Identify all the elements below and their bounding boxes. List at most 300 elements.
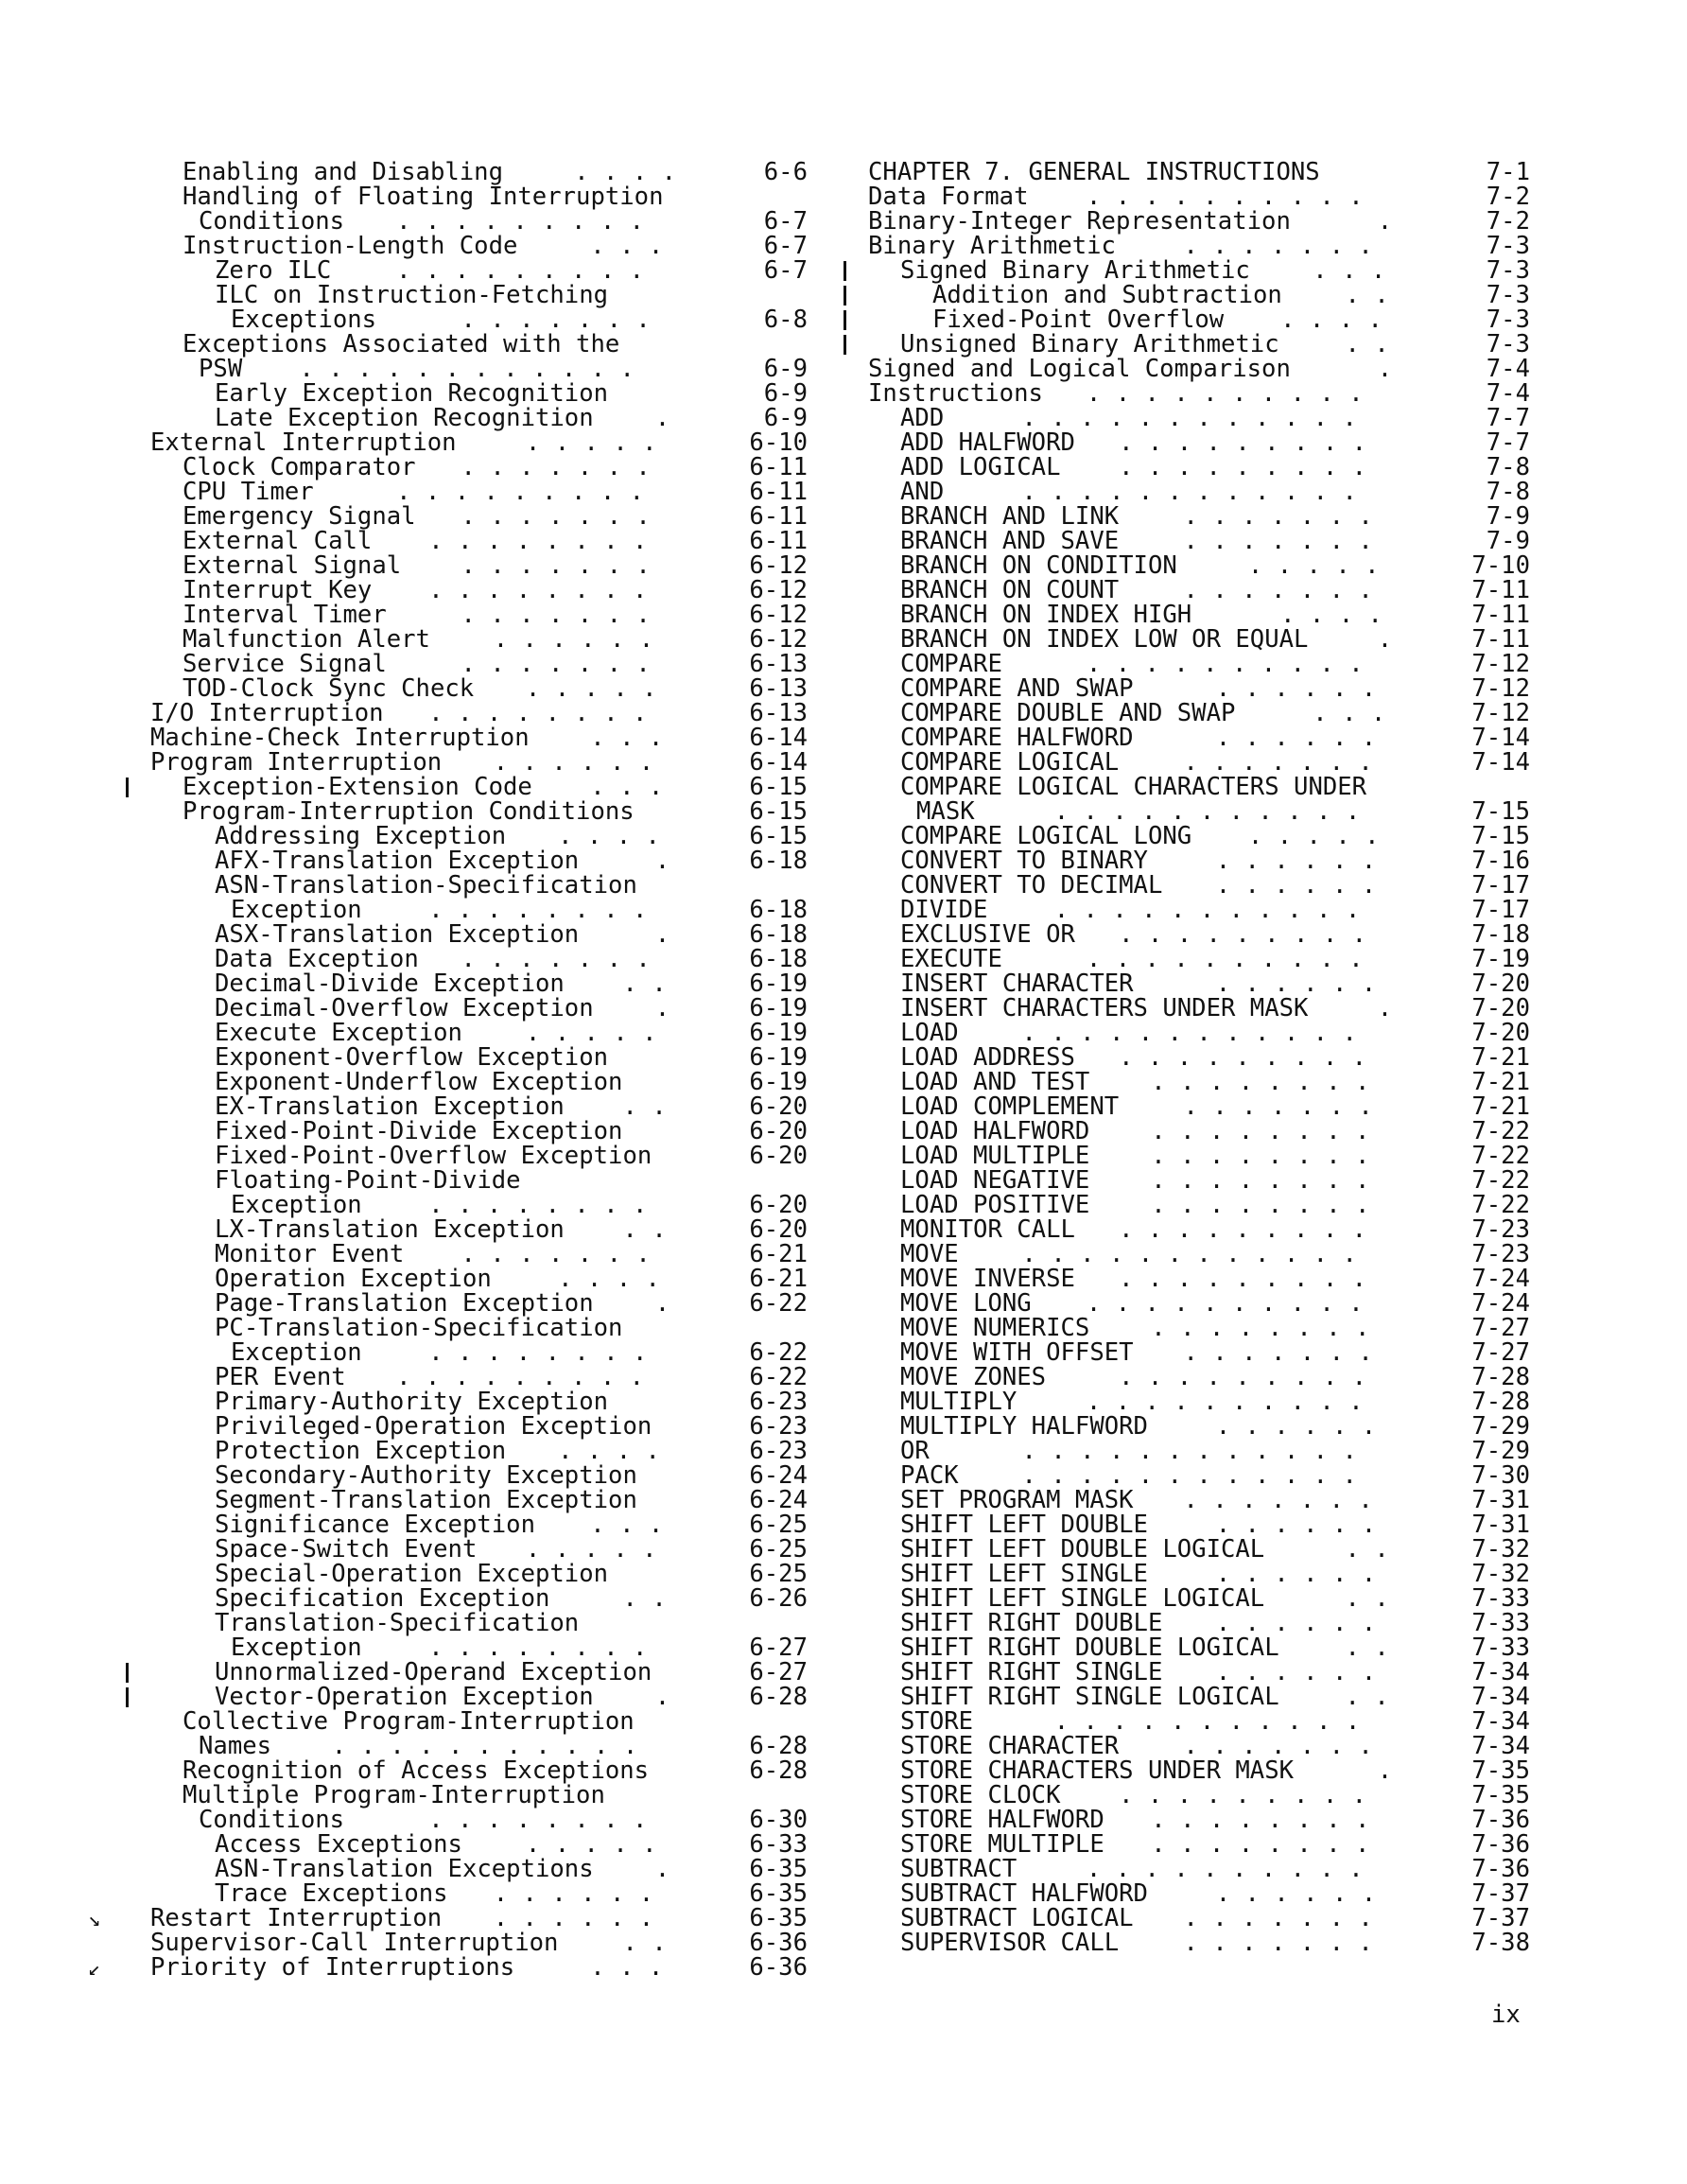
left-toc-entry[interactable] bbox=[150, 578, 808, 603]
left-toc-entry[interactable] bbox=[150, 1635, 808, 1660]
toc-entry-title: MULTIPLY HALFWORD bbox=[900, 1412, 1148, 1441]
left-toc-entry[interactable] bbox=[150, 553, 808, 578]
toc-entry-title: SHIFT RIGHT DOUBLE LOGICAL bbox=[900, 1634, 1279, 1662]
dot-leader: . . bbox=[622, 1215, 667, 1244]
left-toc-entry[interactable] bbox=[150, 1217, 808, 1242]
left-toc-entry[interactable] bbox=[150, 1242, 808, 1267]
dot-leader: . . . . . . . bbox=[461, 650, 651, 678]
dot-leader: . . . . . . bbox=[1215, 1412, 1377, 1441]
toc-entry-page: 7-4 bbox=[1486, 379, 1530, 408]
right-toc-entry[interactable] bbox=[868, 701, 1530, 725]
toc-entry-title: STORE CHARACTERS UNDER MASK bbox=[900, 1756, 1295, 1785]
left-toc-entry[interactable] bbox=[150, 504, 808, 529]
revision-bar bbox=[126, 778, 129, 797]
right-toc-entry[interactable] bbox=[868, 1758, 1530, 1783]
toc-entry-page: 6-36 bbox=[749, 1929, 808, 1957]
toc-entry-title: BRANCH ON COUNT bbox=[900, 576, 1120, 604]
left-toc-entry[interactable] bbox=[150, 603, 808, 627]
right-toc-entry[interactable] bbox=[868, 1340, 1530, 1365]
toc-entry-page: 7-15 bbox=[1471, 822, 1530, 850]
toc-entry-page: 6-20 bbox=[749, 1191, 808, 1219]
right-toc-entry[interactable] bbox=[868, 1414, 1530, 1439]
toc-entry-title: EXECUTE bbox=[900, 945, 1002, 973]
left-toc-entry[interactable] bbox=[150, 750, 808, 775]
right-toc-entry[interactable] bbox=[868, 775, 1530, 799]
left-toc-entry[interactable] bbox=[150, 1512, 808, 1537]
right-toc-entry[interactable] bbox=[868, 1709, 1530, 1734]
right-toc-entry[interactable] bbox=[868, 1365, 1530, 1389]
toc-entry-title: Primary-Authority Exception bbox=[215, 1388, 609, 1416]
left-toc-entry[interactable] bbox=[150, 184, 808, 209]
toc-entry-title: Multiple Program-Interruption bbox=[183, 1781, 605, 1809]
toc-entry-title: INSERT CHARACTERS UNDER MASK bbox=[900, 994, 1309, 1022]
dot-leader: . . bbox=[1345, 1584, 1389, 1613]
right-toc-entry[interactable] bbox=[868, 1808, 1530, 1832]
toc-entry-title: Conditions bbox=[199, 1806, 345, 1834]
right-toc-entry[interactable] bbox=[868, 406, 1530, 430]
left-toc-entry[interactable] bbox=[150, 1931, 808, 1955]
toc-entry-page: 6-24 bbox=[749, 1486, 808, 1514]
toc-entry-title: PC-Translation-Specification bbox=[215, 1314, 623, 1342]
right-toc-entry[interactable] bbox=[868, 160, 1530, 184]
toc-entry-page: 7-7 bbox=[1486, 404, 1530, 432]
toc-entry-title: COMPARE DOUBLE AND SWAP bbox=[900, 699, 1236, 727]
dot-leader: . bbox=[1377, 1756, 1393, 1785]
toc-entry-page: 7-37 bbox=[1471, 1904, 1530, 1932]
toc-entry-page: 6-19 bbox=[749, 1043, 808, 1072]
left-toc-entry[interactable] bbox=[150, 947, 808, 971]
dot-leader: . . . . . . . . bbox=[428, 1338, 648, 1367]
toc-entry-page: 6-25 bbox=[749, 1560, 808, 1588]
right-toc-entry[interactable] bbox=[868, 1144, 1530, 1168]
toc-entry-title: Page-Translation Exception bbox=[215, 1289, 594, 1318]
toc-entry-page: 7-3 bbox=[1486, 281, 1530, 309]
dot-leader: . . . . . . bbox=[1215, 1658, 1377, 1686]
dot-leader: . . . . . . . . . bbox=[396, 207, 645, 236]
dot-leader: . . . . . . . bbox=[1183, 1904, 1373, 1932]
right-toc-entry[interactable] bbox=[868, 209, 1530, 234]
toc-entry-page: 7-32 bbox=[1471, 1560, 1530, 1588]
toc-entry-page: 6-9 bbox=[763, 379, 808, 408]
left-toc-entry[interactable] bbox=[150, 873, 808, 898]
dot-leader: . . . . . . . . bbox=[428, 896, 648, 924]
toc-entry-title: SHIFT RIGHT DOUBLE bbox=[900, 1609, 1163, 1637]
right-toc-entry[interactable] bbox=[868, 504, 1530, 529]
dot-leader: . . . . . . . . . . bbox=[1086, 945, 1364, 973]
left-toc-entry[interactable] bbox=[150, 234, 808, 258]
left-toc-entry[interactable] bbox=[150, 1832, 808, 1857]
toc-entry-page: 6-28 bbox=[749, 1683, 808, 1711]
left-toc-entry[interactable] bbox=[150, 1611, 808, 1635]
toc-entry-page: 6-28 bbox=[749, 1756, 808, 1785]
dot-leader: . . . . . . bbox=[1215, 674, 1377, 703]
right-toc-entry[interactable] bbox=[868, 652, 1530, 676]
right-toc-entry[interactable] bbox=[868, 922, 1530, 947]
toc-entry-title: SUBTRACT LOGICAL bbox=[900, 1904, 1134, 1932]
right-toc-entry[interactable] bbox=[868, 480, 1530, 504]
left-toc-entry[interactable] bbox=[150, 480, 808, 504]
right-toc-entry[interactable] bbox=[868, 1291, 1530, 1316]
left-toc-entry[interactable] bbox=[150, 701, 808, 725]
toc-entry-title: Fixed-Point-Divide Exception bbox=[215, 1117, 623, 1145]
right-toc-entry[interactable] bbox=[868, 332, 1530, 357]
right-toc-entry[interactable] bbox=[868, 750, 1530, 775]
left-toc-entry[interactable] bbox=[150, 1045, 808, 1070]
left-toc-entry[interactable] bbox=[150, 1537, 808, 1562]
toc-entry-page: 6-23 bbox=[749, 1437, 808, 1465]
right-toc-entry[interactable] bbox=[868, 1857, 1530, 1881]
toc-entry-title: STORE CLOCK bbox=[900, 1781, 1061, 1809]
right-toc-entry[interactable] bbox=[868, 1611, 1530, 1635]
left-toc-entry[interactable] bbox=[150, 1316, 808, 1340]
left-toc-entry[interactable] bbox=[150, 357, 808, 381]
right-toc-entry[interactable] bbox=[868, 1635, 1530, 1660]
toc-entry-page: 7-27 bbox=[1471, 1338, 1530, 1367]
right-toc-entry[interactable] bbox=[868, 824, 1530, 848]
right-toc-entry[interactable] bbox=[868, 947, 1530, 971]
dot-leader: . bbox=[654, 404, 670, 432]
dot-leader: . . . . bbox=[558, 1437, 660, 1465]
left-toc-entry[interactable] bbox=[150, 799, 808, 824]
left-toc-entry[interactable] bbox=[150, 848, 808, 873]
toc-entry-title: MOVE LONG bbox=[900, 1289, 1032, 1318]
toc-entry-page: 7-17 bbox=[1471, 871, 1530, 900]
toc-entry-page: 7-34 bbox=[1471, 1707, 1530, 1736]
right-toc-entry[interactable] bbox=[868, 578, 1530, 603]
toc-entry-title: Restart Interruption bbox=[150, 1904, 443, 1932]
toc-entry-title: Supervisor-Call Interruption bbox=[150, 1929, 559, 1957]
left-toc-entry[interactable] bbox=[150, 1070, 808, 1094]
left-toc-entry[interactable] bbox=[150, 1562, 808, 1586]
right-toc-entry[interactable] bbox=[868, 971, 1530, 996]
left-toc-entry[interactable] bbox=[150, 1094, 808, 1119]
right-toc-entry[interactable] bbox=[868, 1193, 1530, 1217]
left-toc-entry[interactable] bbox=[150, 922, 808, 947]
dot-leader: . . . . . . . . . bbox=[1119, 1265, 1367, 1293]
left-toc-entry[interactable] bbox=[150, 824, 808, 848]
revision-bar bbox=[844, 310, 846, 330]
toc-entry-title: MASK bbox=[916, 797, 975, 826]
toc-entry-title: Collective Program-Interruption bbox=[183, 1707, 635, 1736]
toc-entry-page: 6-22 bbox=[749, 1363, 808, 1391]
toc-entry-title: Emergency Signal bbox=[183, 502, 416, 531]
right-toc-entry[interactable] bbox=[868, 1045, 1530, 1070]
left-toc-entry[interactable] bbox=[150, 406, 808, 430]
left-toc-entry[interactable] bbox=[150, 529, 808, 553]
right-toc-entry[interactable] bbox=[868, 283, 1530, 307]
toc-entry-title: PACK bbox=[900, 1461, 959, 1490]
dot-leader: . . . . . . bbox=[1215, 871, 1377, 900]
toc-entry-page: 6-27 bbox=[749, 1658, 808, 1686]
left-toc-entry[interactable] bbox=[150, 307, 808, 332]
dot-leader: . . . . . . . . . bbox=[1119, 1215, 1367, 1244]
toc-entry-page: 7-33 bbox=[1471, 1634, 1530, 1662]
toc-entry-page: 6-6 bbox=[763, 158, 808, 186]
right-toc-entry[interactable] bbox=[868, 1267, 1530, 1291]
right-toc-entry[interactable] bbox=[868, 381, 1530, 406]
toc-entry-title: Significance Exception bbox=[215, 1511, 535, 1539]
right-toc-entry[interactable] bbox=[868, 1512, 1530, 1537]
toc-entry-page: 7-21 bbox=[1471, 1068, 1530, 1096]
left-toc-entry[interactable] bbox=[150, 971, 808, 996]
dot-leader: . . . . . . . . . bbox=[1119, 428, 1367, 457]
toc-entry-page: 7-34 bbox=[1471, 1683, 1530, 1711]
right-toc-entry[interactable] bbox=[868, 873, 1530, 898]
left-toc-entry[interactable] bbox=[150, 160, 808, 184]
toc-entry-page: 6-11 bbox=[749, 502, 808, 531]
right-toc-entry[interactable] bbox=[868, 553, 1530, 578]
toc-entry-page: 6-25 bbox=[749, 1535, 808, 1564]
toc-entry-title: Conditions bbox=[199, 207, 345, 236]
left-toc-entry[interactable] bbox=[150, 1685, 808, 1709]
left-toc-entry[interactable] bbox=[88, 1953, 808, 1982]
toc-entry-page: 7-34 bbox=[1471, 1732, 1530, 1760]
right-toc-entry[interactable] bbox=[868, 1931, 1530, 1955]
toc-entry-title: Floating-Point-Divide bbox=[215, 1166, 521, 1195]
toc-entry-page: 6-19 bbox=[749, 1068, 808, 1096]
right-toc-entry[interactable] bbox=[868, 1586, 1530, 1611]
left-toc-entry[interactable] bbox=[150, 1709, 808, 1734]
left-toc-entry[interactable] bbox=[150, 1267, 808, 1291]
left-toc-entry[interactable] bbox=[150, 775, 808, 799]
left-toc-entry[interactable] bbox=[150, 258, 808, 283]
dot-leader: . . . . . . . . . . . . bbox=[1021, 404, 1357, 432]
left-toc-entry[interactable] bbox=[150, 1119, 808, 1144]
dot-leader: . . . . . . . . bbox=[1151, 1142, 1370, 1170]
toc-entry-page: 7-24 bbox=[1471, 1289, 1530, 1318]
toc-entry-page: 6-21 bbox=[749, 1265, 808, 1293]
toc-entry-title: MOVE NUMERICS bbox=[900, 1314, 1090, 1342]
left-toc-entry[interactable] bbox=[150, 898, 808, 922]
left-toc-entry[interactable] bbox=[150, 1021, 808, 1045]
toc-entry-title: TOD-Clock Sync Check bbox=[183, 674, 475, 703]
right-toc-entry[interactable] bbox=[868, 848, 1530, 873]
right-toc-entry[interactable] bbox=[868, 996, 1530, 1021]
dot-leader: . . . . . . . . . bbox=[1119, 1363, 1367, 1391]
toc-entry-title: External Call bbox=[183, 527, 373, 555]
left-toc-entry[interactable] bbox=[150, 676, 808, 701]
toc-entry-title: Exception-Extension Code bbox=[183, 773, 532, 801]
right-toc-entry[interactable] bbox=[868, 1463, 1530, 1488]
toc-entry-page: 6-7 bbox=[763, 207, 808, 236]
toc-entry-title: COMPARE LOGICAL bbox=[900, 748, 1120, 777]
toc-entry-title: Data Format bbox=[868, 183, 1029, 211]
toc-entry-title: AFX-Translation Exception bbox=[215, 847, 580, 875]
toc-entry-page: 6-9 bbox=[763, 355, 808, 383]
right-toc-entry[interactable] bbox=[868, 1168, 1530, 1193]
right-toc-entry[interactable] bbox=[868, 1562, 1530, 1586]
toc-entry-title: Special-Operation Exception bbox=[215, 1560, 609, 1588]
right-toc-entry[interactable] bbox=[868, 1070, 1530, 1094]
dot-leader: . . . . . . . bbox=[1183, 502, 1373, 531]
dot-leader: . . . . . . . . . bbox=[396, 1363, 645, 1391]
toc-entry-title: Program Interruption bbox=[150, 748, 443, 777]
toc-entry-title: Late Exception Recognition bbox=[215, 404, 594, 432]
toc-left-column bbox=[88, 158, 808, 1982]
toc-entry-page: 6-35 bbox=[749, 1855, 808, 1883]
left-toc-entry[interactable] bbox=[150, 1881, 808, 1906]
right-toc-entry[interactable] bbox=[868, 1094, 1530, 1119]
left-toc-entry[interactable] bbox=[150, 1365, 808, 1389]
dot-leader: . . . . . . . . . . . bbox=[331, 1732, 638, 1760]
toc-entry-title: Decimal-Overflow Exception bbox=[215, 994, 594, 1022]
right-toc-entry[interactable] bbox=[868, 1783, 1530, 1808]
left-toc-entry[interactable] bbox=[150, 1783, 808, 1808]
left-toc-entry[interactable] bbox=[150, 209, 808, 234]
left-toc-entry[interactable] bbox=[150, 1857, 808, 1881]
toc-entry-page: 7-12 bbox=[1471, 699, 1530, 727]
right-toc-entry[interactable] bbox=[868, 430, 1530, 455]
dot-leader: . . . . . . . . bbox=[428, 1634, 648, 1662]
toc-entry-title: Monitor Event bbox=[215, 1240, 405, 1268]
dot-leader: . . . . bbox=[558, 822, 660, 850]
left-toc-entry[interactable] bbox=[150, 1586, 808, 1611]
right-toc-entry[interactable] bbox=[868, 234, 1530, 258]
left-toc-entry[interactable] bbox=[150, 1168, 808, 1193]
right-toc-entry[interactable] bbox=[868, 1881, 1530, 1906]
left-toc-entry[interactable] bbox=[150, 1291, 808, 1316]
right-toc-entry[interactable] bbox=[868, 1906, 1530, 1931]
dot-leader: . bbox=[654, 1683, 670, 1711]
left-toc-entry[interactable] bbox=[150, 1389, 808, 1414]
toc-entry-page: 6-30 bbox=[749, 1806, 808, 1834]
left-toc-entry[interactable] bbox=[150, 332, 808, 357]
dot-leader: . bbox=[1377, 625, 1393, 654]
toc-entry-page: 6-18 bbox=[749, 896, 808, 924]
toc-entry-page: 7-35 bbox=[1471, 1756, 1530, 1785]
left-toc-entry[interactable] bbox=[150, 1414, 808, 1439]
left-toc-entry[interactable] bbox=[150, 1144, 808, 1168]
toc-entry-title: External Signal bbox=[183, 551, 402, 580]
dot-leader: . bbox=[654, 994, 670, 1022]
left-toc-entry[interactable] bbox=[150, 1340, 808, 1365]
left-toc-entry[interactable] bbox=[150, 996, 808, 1021]
left-toc-entry[interactable] bbox=[150, 1463, 808, 1488]
dot-leader: . . . . . bbox=[525, 1019, 657, 1047]
toc-entry-page: 7-22 bbox=[1471, 1142, 1530, 1170]
right-toc-entry[interactable] bbox=[868, 1660, 1530, 1685]
left-toc-entry[interactable] bbox=[88, 1904, 808, 1932]
toc-entry-title: COMPARE LOGICAL CHARACTERS UNDER bbox=[900, 773, 1367, 801]
toc-entry-title: COMPARE HALFWORD bbox=[900, 724, 1134, 752]
toc-entry-page: 6-7 bbox=[763, 256, 808, 285]
right-toc-entry[interactable] bbox=[868, 455, 1530, 480]
toc-entry-title: ASX-Translation Exception bbox=[215, 920, 580, 949]
left-toc-entry[interactable] bbox=[150, 1758, 808, 1783]
dot-leader: . . . . . bbox=[525, 1830, 657, 1859]
toc-entry-page: 6-12 bbox=[749, 625, 808, 654]
left-toc-entry[interactable] bbox=[150, 1808, 808, 1832]
dot-leader: . . . . . . bbox=[493, 748, 654, 777]
toc-entry-page: 7-31 bbox=[1471, 1486, 1530, 1514]
left-toc-entry[interactable] bbox=[150, 1439, 808, 1463]
toc-entry-title: LOAD ADDRESS bbox=[900, 1043, 1075, 1072]
right-toc-entry[interactable] bbox=[868, 725, 1530, 750]
right-toc-entry[interactable] bbox=[868, 1119, 1530, 1144]
toc-entry-title: Program-Interruption Conditions bbox=[183, 797, 635, 826]
left-toc-entry[interactable] bbox=[150, 725, 808, 750]
dot-leader: . . . . . . . . bbox=[428, 1191, 648, 1219]
toc-entry-title: Translation-Specification bbox=[215, 1609, 580, 1637]
right-toc-entry[interactable] bbox=[868, 1537, 1530, 1562]
toc-entry-page: 7-28 bbox=[1471, 1388, 1530, 1416]
toc-entry-page: 7-2 bbox=[1486, 183, 1530, 211]
right-toc-entry[interactable] bbox=[868, 1242, 1530, 1267]
right-toc-entry[interactable] bbox=[868, 1832, 1530, 1857]
toc-entry-page: 7-17 bbox=[1471, 896, 1530, 924]
toc-entry-title: LOAD bbox=[900, 1019, 959, 1047]
toc-entry-page: 6-21 bbox=[749, 1240, 808, 1268]
dot-leader: . . . . . . . bbox=[1183, 232, 1373, 260]
left-toc-entry[interactable] bbox=[150, 627, 808, 652]
toc-entry-title: Operation Exception bbox=[215, 1265, 492, 1293]
left-toc-entry[interactable] bbox=[150, 1193, 808, 1217]
toc-entry-page: 7-36 bbox=[1471, 1830, 1530, 1859]
toc-entry-page: 6-28 bbox=[749, 1732, 808, 1760]
toc-entry-title: Unsigned Binary Arithmetic bbox=[900, 330, 1279, 358]
right-toc-entry[interactable] bbox=[868, 1217, 1530, 1242]
toc-entry-page: 7-14 bbox=[1471, 724, 1530, 752]
toc-entry-title: LOAD MULTIPLE bbox=[900, 1142, 1090, 1170]
right-toc-entry[interactable] bbox=[868, 1021, 1530, 1045]
right-toc-entry[interactable] bbox=[868, 529, 1530, 553]
dot-leader: . . . . . . . bbox=[1183, 1338, 1373, 1367]
right-toc-entry[interactable] bbox=[868, 357, 1530, 381]
dot-leader: . . . . . . . . . . . bbox=[1053, 797, 1361, 826]
right-toc-entry[interactable] bbox=[868, 1734, 1530, 1758]
left-toc-entry[interactable] bbox=[150, 1488, 808, 1512]
toc-entry-page: 6-10 bbox=[749, 428, 808, 457]
toc-entry-page: 6-35 bbox=[749, 1904, 808, 1932]
left-toc-entry[interactable] bbox=[150, 283, 808, 307]
left-toc-entry[interactable] bbox=[150, 430, 808, 455]
toc-entry-page: 6-18 bbox=[749, 847, 808, 875]
toc-entry-page: 7-19 bbox=[1471, 945, 1530, 973]
dot-leader: . . . . . . . . . . . bbox=[1053, 896, 1361, 924]
right-toc-entry[interactable] bbox=[868, 1316, 1530, 1340]
right-toc-entry[interactable] bbox=[868, 1389, 1530, 1414]
dot-leader: . . . . . . . . bbox=[428, 527, 648, 555]
right-toc-entry[interactable] bbox=[868, 799, 1530, 824]
right-toc-entry[interactable] bbox=[868, 1439, 1530, 1463]
toc-entry-title: Execute Exception bbox=[215, 1019, 462, 1047]
toc-entry-title: MOVE INVERSE bbox=[900, 1265, 1075, 1293]
toc-entry-page: 7-28 bbox=[1471, 1363, 1530, 1391]
left-toc-entry[interactable] bbox=[150, 455, 808, 480]
right-toc-entry[interactable] bbox=[868, 898, 1530, 922]
right-toc-entry[interactable] bbox=[868, 627, 1530, 652]
dot-leader: . . . bbox=[590, 1953, 664, 1982]
toc-entry-title: ADD bbox=[900, 404, 945, 432]
right-toc-entry[interactable] bbox=[868, 1685, 1530, 1709]
left-toc-entry[interactable] bbox=[150, 381, 808, 406]
toc-entry-title: ASN-Translation Exceptions bbox=[215, 1855, 594, 1883]
right-toc-entry[interactable] bbox=[868, 258, 1530, 283]
right-toc-entry[interactable] bbox=[868, 184, 1530, 209]
right-toc-entry[interactable] bbox=[868, 1488, 1530, 1512]
toc-entry-title: Malfunction Alert bbox=[183, 625, 430, 654]
left-toc-entry[interactable] bbox=[150, 1660, 808, 1685]
right-toc-entry[interactable] bbox=[868, 676, 1530, 701]
toc-entry-title: Binary Arithmetic bbox=[868, 232, 1116, 260]
left-toc-entry[interactable] bbox=[150, 652, 808, 676]
dot-leader: . . . . . . . . bbox=[1151, 1806, 1370, 1834]
left-toc-entry[interactable] bbox=[150, 1734, 808, 1758]
right-toc-entry[interactable] bbox=[868, 307, 1530, 332]
right-toc-entry[interactable] bbox=[868, 603, 1530, 627]
toc-entry-title: Decimal-Divide Exception bbox=[215, 970, 565, 998]
toc-entry-title: Specification Exception bbox=[215, 1584, 550, 1613]
